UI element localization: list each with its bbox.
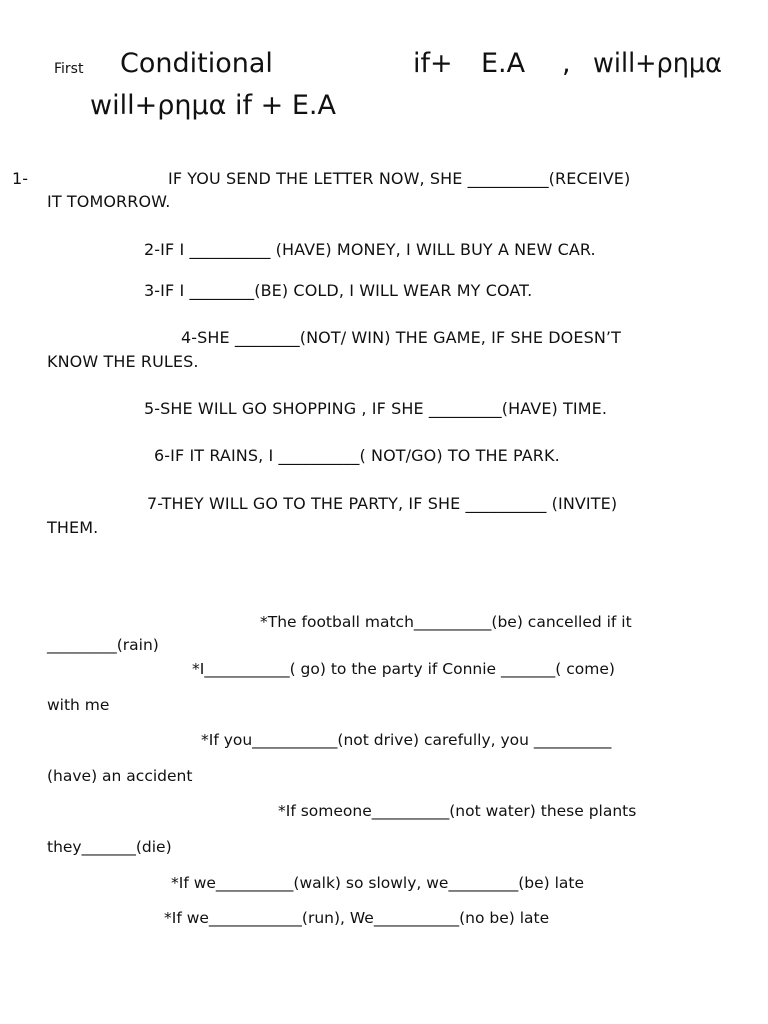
q3: 3-IF I ________(BE) COLD, I WILL WEAR MY COAT. (144, 281, 533, 300)
q1-number: 1- (12, 169, 29, 188)
q4-line1: 4-SHE ________(NOT/ WIN) THE GAME, IF SHE DOESN’T (181, 328, 621, 347)
s3-line2: (have) an accident (47, 767, 193, 785)
s4-line1: *If someone__________(not water) these plants (278, 802, 637, 820)
q2: 2-IF I __________ (HAVE) MONEY, I WILL BUY A NEW CAR. (144, 240, 596, 259)
q1-line1: IF YOU SEND THE LETTER NOW, SHE __________(RECEIVE) (168, 169, 631, 188)
q4-line2: KNOW THE RULES. (47, 352, 199, 371)
rule1-if: if+ (413, 48, 453, 79)
q7-line2: THEM. (47, 518, 99, 537)
s3-line1: *If you___________(not drive) carefully, you __________ (201, 731, 612, 749)
q6: 6-IF IT RAINS, I __________( NOT/GO) TO THE PARK. (154, 446, 560, 465)
rule1-ea: E.A (481, 48, 526, 79)
q7-line1: 7-THEY WILL GO TO THE PARTY, IF SHE __________ (INVITE) (147, 494, 618, 513)
s4-line2: they_______(die) (47, 838, 172, 856)
s5: *If we__________(walk) so slowly, we_________(be) late (171, 874, 585, 892)
s2-line1: *I___________( go) to the party if Connie _______( come) (192, 660, 615, 678)
s1-line1: *The football match__________(be) cancelled if it (260, 613, 632, 631)
title-conditional: Conditional (120, 48, 273, 79)
s2-line2: with me (47, 696, 110, 714)
rule1-comma: , (562, 48, 571, 79)
q1-line2: IT TOMORROW. (47, 192, 171, 211)
rule1-will: will+ρημα (593, 48, 723, 79)
q5: 5-SHE WILL GO SHOPPING , IF SHE _________(HAVE) TIME. (144, 399, 608, 418)
title-first: First (54, 61, 84, 77)
s1-line2: _________(rain) (47, 636, 159, 654)
s6: *If we____________(run), We___________(no be) late (164, 909, 550, 927)
rule2: will+ρημα if + E.A (90, 90, 336, 121)
